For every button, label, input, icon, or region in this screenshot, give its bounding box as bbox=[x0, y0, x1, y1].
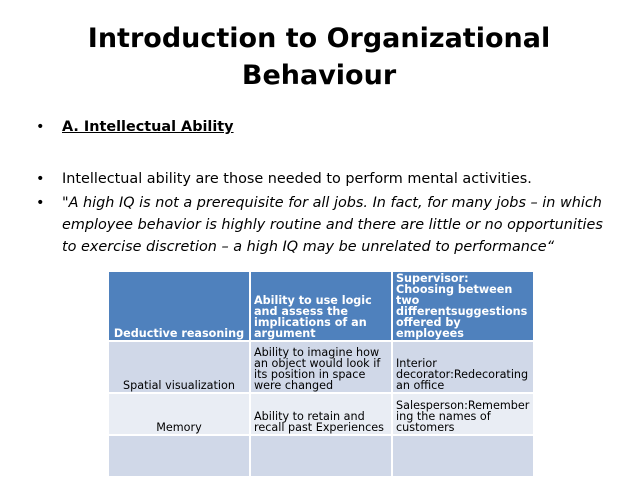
table-row bbox=[108, 393, 534, 435]
bullet-quote: "A high IQ is not a prerequisite for all jobs. In fact, for many jobs – in which employee behavior is highly routine and there are little or no opportunities to exercise discretion – a high IQ may be unrelated to performance“ bbox=[62, 195, 603, 255]
bullet-item bbox=[36, 168, 616, 190]
table-cell: Spatial visualization bbox=[108, 341, 250, 393]
bullet-dot-icon: • bbox=[36, 195, 45, 211]
table-cell bbox=[392, 435, 534, 477]
table-row bbox=[108, 341, 534, 393]
bullet-dot-icon: • bbox=[36, 119, 45, 135]
table-cell: Supervisor: Choosing between two differentsuggestions offered by employees bbox=[392, 271, 534, 341]
bullet-item bbox=[36, 116, 616, 138]
table-cell: Interior decorator:Redecorating an office bbox=[392, 341, 534, 393]
title-line-2: Behaviour bbox=[241, 60, 397, 91]
table-cell: Ability to imagine how an object would look if its position in space were changed bbox=[250, 341, 392, 393]
table-row bbox=[108, 435, 534, 477]
title-line-1: Introduction to Organizational bbox=[87, 23, 551, 54]
bullet-heading: A. Intellectual Ability bbox=[62, 119, 234, 135]
table-cell bbox=[250, 435, 392, 477]
table-cell bbox=[108, 435, 250, 477]
table-cell: Memory bbox=[108, 393, 250, 435]
bullet-text: Intellectual ability are those needed to perform mental activities. bbox=[62, 171, 532, 187]
bullet-item bbox=[36, 192, 616, 258]
bullet-dot-icon: • bbox=[36, 171, 45, 187]
ability-table bbox=[107, 270, 535, 478]
slide-title bbox=[40, 20, 598, 94]
table-cell: Deductive reasoning bbox=[108, 271, 250, 341]
table-row bbox=[108, 271, 534, 341]
table-cell: Ability to retain and recall past Experiences bbox=[250, 393, 392, 435]
table-cell: Ability to use logic and assess the implications of an argument bbox=[250, 271, 392, 341]
table-cell: Salesperson:Remember ing the names of customers bbox=[392, 393, 534, 435]
